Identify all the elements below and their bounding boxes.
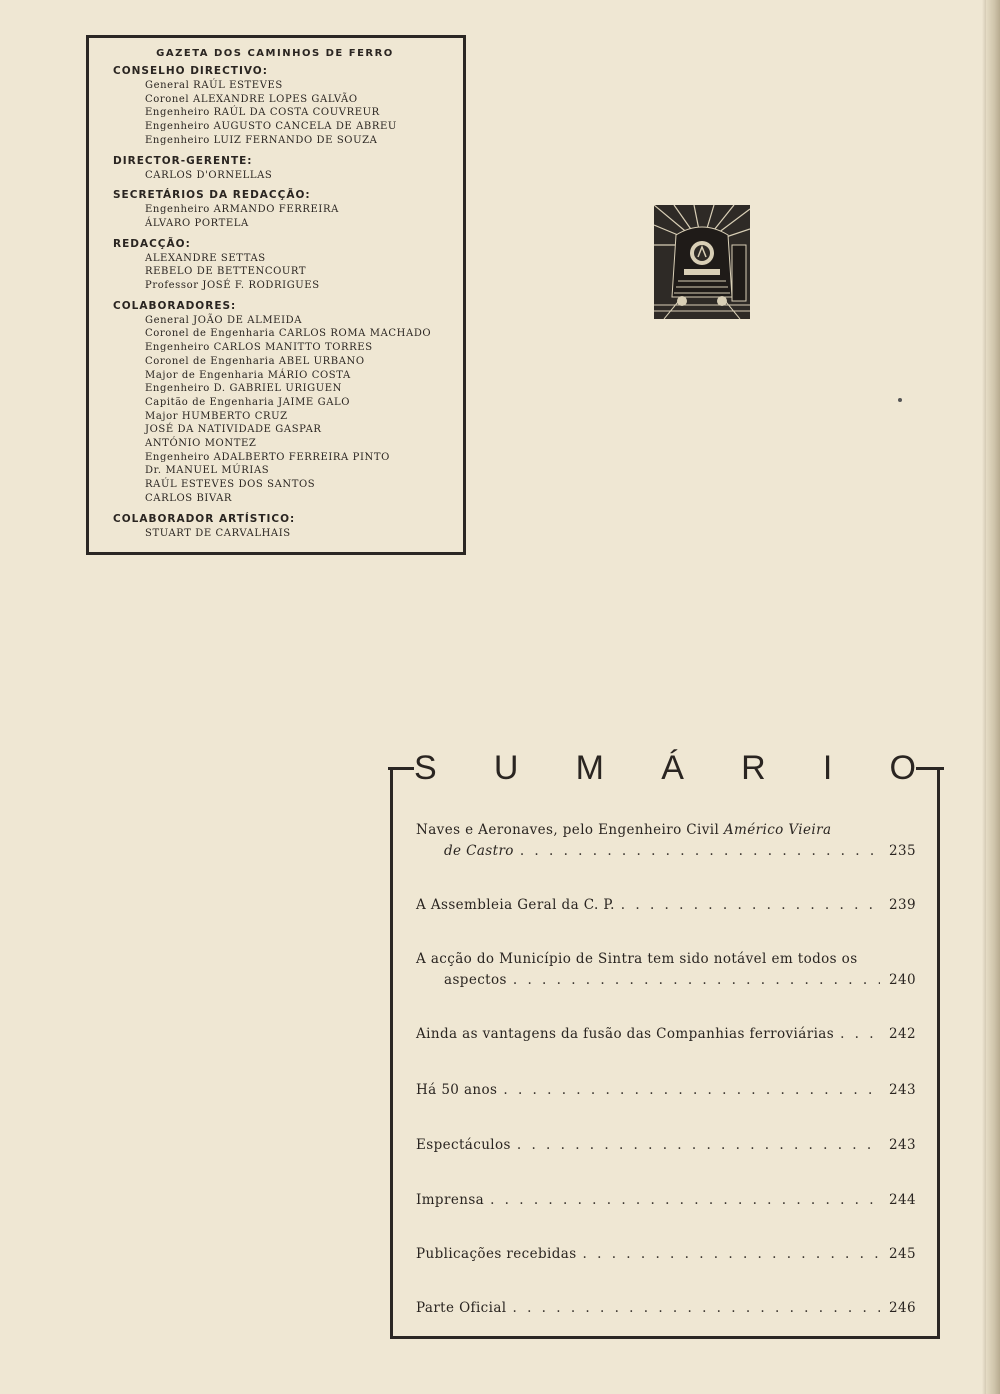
toc-page-number: 235 bbox=[889, 843, 916, 859]
toc-page-number: 239 bbox=[889, 897, 916, 913]
staff-name: Professor JOSÉ F. RODRIGUES bbox=[145, 280, 320, 292]
staff-name: Engenheiro AUGUSTO CANCELA DE ABREU bbox=[145, 121, 397, 133]
section-heading: CONSELHO DIRECTIVO: bbox=[113, 65, 268, 77]
toc-entry-text: A acção do Município de Sintra tem sido notável em todos os bbox=[416, 951, 858, 967]
toc-page-number: 246 bbox=[889, 1300, 916, 1316]
staff-name: Coronel de Engenharia ABEL URBANO bbox=[145, 355, 365, 367]
dot-leader bbox=[490, 1190, 880, 1211]
staff-name: CARLOS D'ORNELLAS bbox=[145, 169, 273, 181]
section-redaccao bbox=[113, 238, 463, 293]
staff-name: Dr. MANUEL MÚRIAS bbox=[145, 465, 270, 477]
ink-speck bbox=[898, 398, 902, 402]
title-letter: M bbox=[575, 748, 604, 787]
dot-leader bbox=[503, 1080, 880, 1101]
staff-name: CARLOS BIVAR bbox=[145, 492, 233, 504]
title-letter: U bbox=[493, 748, 519, 787]
section-director bbox=[113, 155, 463, 183]
staff-name: JOSÉ DA NATIVIDADE GASPAR bbox=[145, 424, 322, 436]
toc-entry bbox=[416, 820, 916, 862]
staff-name: Engenheiro D. GABRIEL URIGUEN bbox=[145, 383, 342, 395]
staff-name: ANTÓNIO MONTEZ bbox=[145, 438, 257, 450]
staff-name: Major de Engenharia MÁRIO COSTA bbox=[145, 369, 351, 381]
section-secretarios bbox=[113, 189, 463, 230]
dot-leader bbox=[513, 1298, 880, 1319]
section-heading: REDACÇÃO: bbox=[113, 237, 191, 250]
dot-leader bbox=[840, 1024, 880, 1045]
staff-name: REBELO DE BETTENCOURT bbox=[145, 266, 307, 278]
title-letter: O bbox=[889, 748, 916, 787]
toc-entry bbox=[416, 1244, 916, 1265]
toc-entry bbox=[416, 895, 916, 916]
staff-name: Coronel de Engenharia CARLOS ROMA MACHADO bbox=[145, 328, 432, 340]
staff-name: STUART DE CARVALHAIS bbox=[145, 527, 291, 539]
toc-entry-text: Há 50 anos bbox=[416, 1082, 498, 1098]
section-artistico bbox=[113, 513, 463, 541]
staff-name: Engenheiro ADALBERTO FERREIRA PINTO bbox=[145, 451, 390, 463]
section-conselho bbox=[113, 65, 463, 148]
toc-page-number: 240 bbox=[889, 972, 916, 988]
dot-leader bbox=[520, 841, 880, 862]
staff-name: General JOÃO DE ALMEIDA bbox=[145, 314, 303, 326]
masthead-title: GAZETA DOS CAMINHOS DE FERRO bbox=[156, 48, 394, 59]
toc-entry bbox=[416, 1080, 916, 1101]
staff-name: Coronel ALEXANDRE LOPES GALVÃO bbox=[145, 93, 358, 105]
toc-entry-text: Naves e Aeronaves, pelo Engenheiro Civil Américo Vieira bbox=[416, 822, 832, 838]
page-edge bbox=[986, 0, 1000, 1394]
dot-leader bbox=[621, 895, 880, 916]
title-letter: Á bbox=[661, 748, 684, 787]
toc-page-number: 243 bbox=[889, 1082, 916, 1098]
toc-entry bbox=[416, 949, 916, 991]
staff-name: Engenheiro CARLOS MANITTO TORRES bbox=[145, 342, 373, 354]
toc-page-number: 242 bbox=[889, 1026, 916, 1042]
toc-entry bbox=[416, 1135, 916, 1156]
staff-name: Engenheiro ARMANDO FERREIRA bbox=[145, 204, 339, 216]
toc-page-number: 244 bbox=[889, 1192, 916, 1208]
toc-entry-text: Imprensa bbox=[416, 1192, 485, 1208]
staff-name: ALEXANDRE SETTAS bbox=[145, 252, 266, 264]
toc-page-number: 245 bbox=[889, 1246, 916, 1262]
title-letter: I bbox=[822, 748, 833, 787]
title-letter: S bbox=[414, 748, 437, 787]
toc-entry bbox=[416, 1190, 916, 1211]
section-colaboradores bbox=[113, 300, 463, 506]
dot-leader bbox=[517, 1135, 880, 1156]
staff-name: RAÚL ESTEVES DOS SANTOS bbox=[145, 479, 316, 491]
toc-entry-text: Ainda as vantagens da fusão das Companhias ferroviárias bbox=[416, 1026, 835, 1042]
toc-entry-text: de Castro bbox=[444, 843, 514, 859]
staff-name: ÁLVARO PORTELA bbox=[145, 217, 249, 229]
toc-entry-text: Parte Oficial bbox=[416, 1300, 507, 1316]
staff-name: Major HUMBERTO CRUZ bbox=[145, 410, 288, 422]
section-heading: SECRETÁRIOS DA REDACÇÃO: bbox=[113, 189, 311, 202]
dot-leader bbox=[583, 1244, 880, 1265]
toc-entry-text: Publicações recebidas bbox=[416, 1246, 577, 1262]
toc-entry-text: aspectos bbox=[444, 972, 507, 988]
locomotive-woodcut-image bbox=[654, 205, 750, 319]
toc-page-number: 243 bbox=[889, 1137, 916, 1153]
masthead-box bbox=[86, 35, 466, 555]
section-heading: COLABORADOR ARTÍSTICO: bbox=[113, 512, 296, 525]
section-heading: COLABORADORES: bbox=[113, 299, 237, 312]
toc-entry bbox=[416, 1298, 916, 1319]
staff-name: Engenheiro RAÚL DA COSTA COUVREUR bbox=[145, 107, 380, 119]
toc-entry-text: A Assembleia Geral da C. P. bbox=[416, 897, 615, 913]
staff-name: General RAÚL ESTEVES bbox=[145, 80, 283, 91]
section-heading: DIRECTOR-GERENTE: bbox=[113, 154, 253, 167]
dot-leader bbox=[513, 970, 880, 991]
toc-entry-text: Espectáculos bbox=[416, 1137, 511, 1153]
staff-name: Capitão de Engenharia JAIME GALO bbox=[145, 396, 351, 408]
staff-name: Engenheiro LUIZ FERNANDO DE SOUZA bbox=[145, 134, 378, 146]
toc-entry bbox=[416, 1024, 916, 1045]
title-letter: R bbox=[741, 748, 766, 787]
